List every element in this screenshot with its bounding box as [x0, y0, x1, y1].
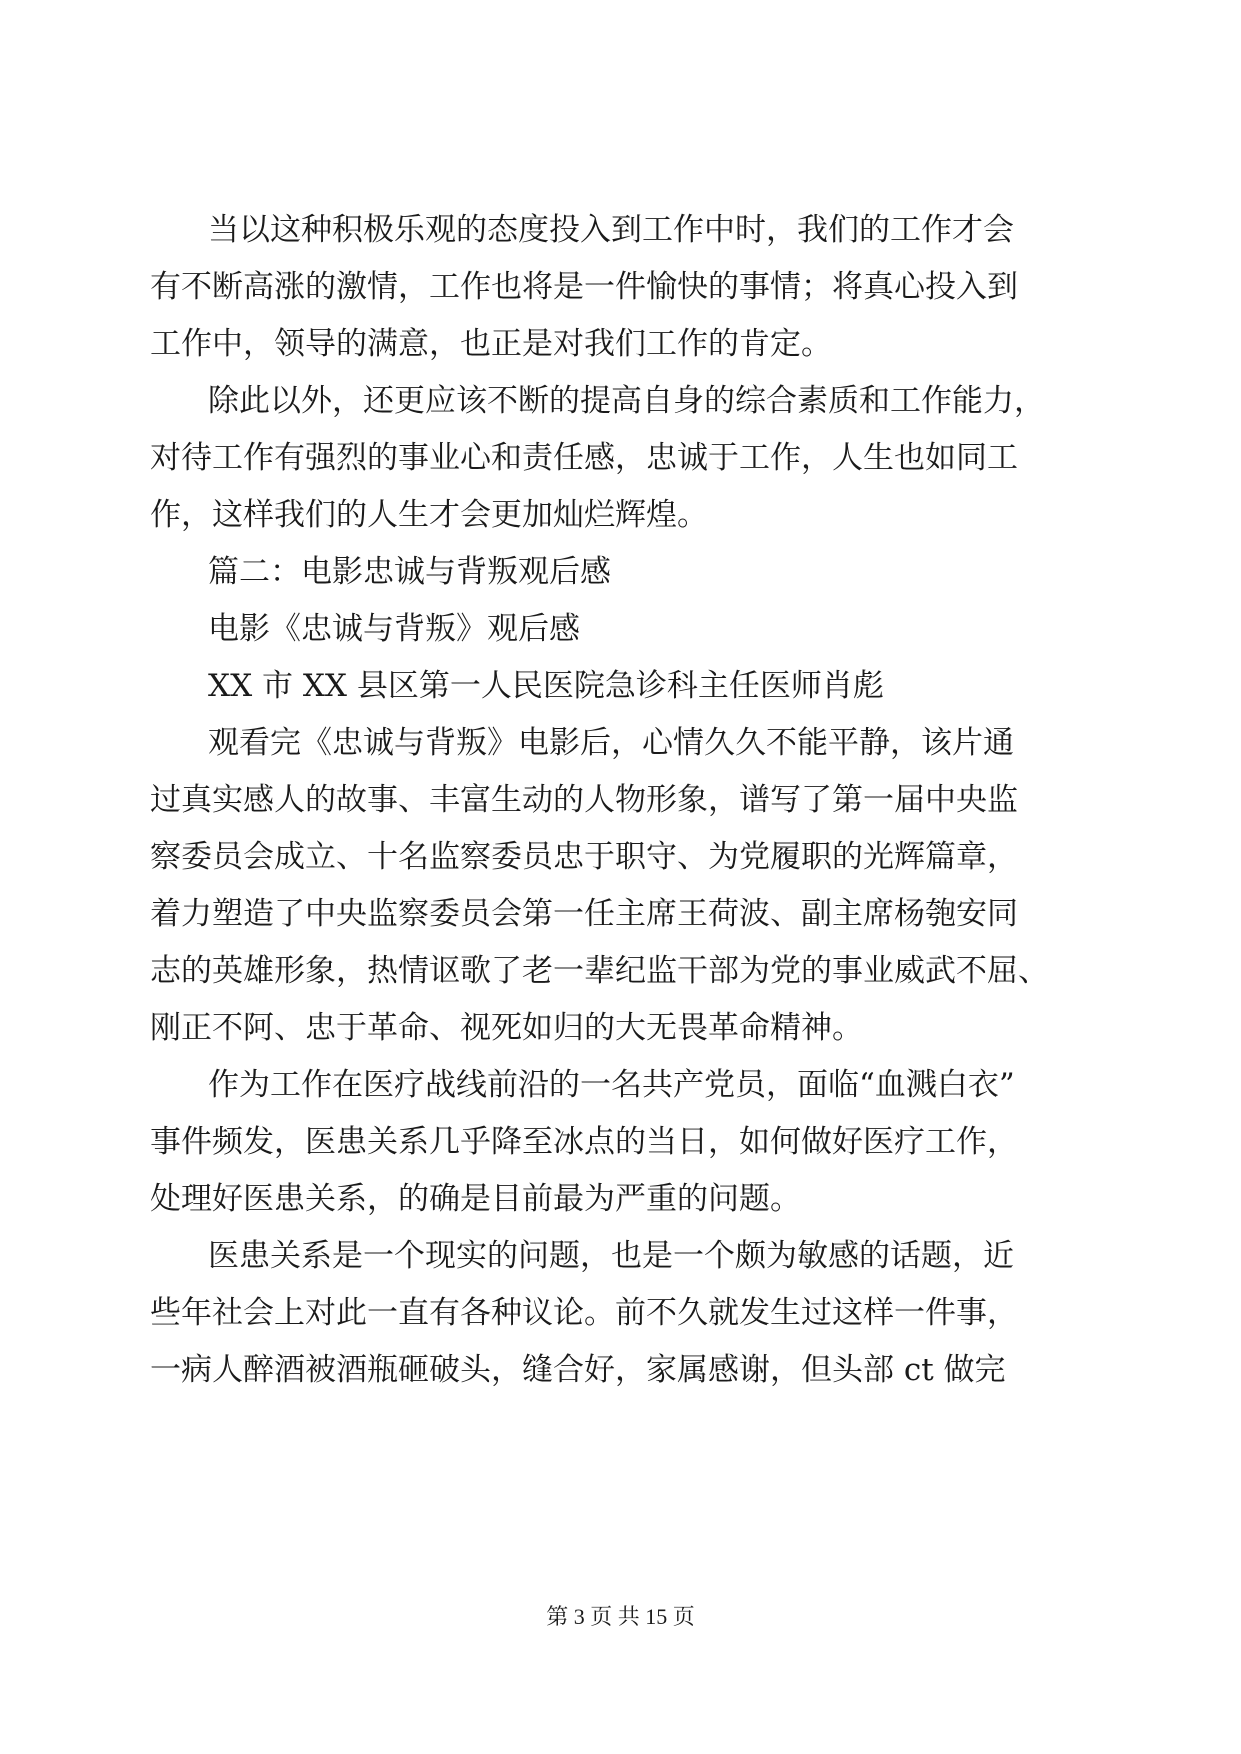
- line-text: 志的英雄形象，热情讴歌了老一辈纪监干部为党的事业威武不屈、: [150, 953, 1049, 989]
- text-line: [0, 1112, 1241, 1172]
- article-title: [0, 599, 1241, 659]
- text-line: [0, 941, 1241, 1001]
- line-text: XX 市 XX 县区第一人民医院急诊科主任医师肖彪: [208, 668, 884, 704]
- text-line: [0, 485, 1241, 545]
- line-text: 过真实感人的故事、丰富生动的人物形象，谱写了第一届中央监: [150, 782, 1018, 818]
- text-line: [0, 827, 1241, 887]
- line-text: 刚正不阿、忠于革命、视死如归的大无畏革命精神。: [150, 1010, 863, 1046]
- line-text: 察委员会成立、十名监察委员忠于职守、为党履职的光辉篇章，: [150, 839, 1018, 875]
- text-line: [0, 428, 1241, 488]
- text-line: [0, 257, 1241, 317]
- text-line: [0, 1169, 1241, 1229]
- line-text: 着力塑造了中央监察委员会第一任主席王荷波、副主席杨匏安同: [150, 896, 1018, 932]
- text-line: [0, 713, 1241, 773]
- line-text: 有不断高涨的激情，工作也将是一件愉快的事情；将真心投入到: [150, 269, 1018, 305]
- line-text: 事件频发，医患关系几乎降至冰点的当日，如何做好医疗工作，: [150, 1124, 1018, 1160]
- text-line: [0, 1226, 1241, 1286]
- author-line: [0, 656, 1241, 716]
- text-line: [0, 1340, 1241, 1400]
- text-line: [0, 1283, 1241, 1343]
- line-text: 篇二：电影忠诚与背叛观后感: [208, 554, 611, 590]
- line-text: 观看完《忠诚与背叛》电影后，心情久久不能平静，该片通: [208, 725, 1014, 761]
- line-text: 工作中，领导的满意，也正是对我们工作的肯定。: [150, 326, 832, 362]
- text-line: [0, 884, 1241, 944]
- line-text: 电影《忠诚与背叛》观后感: [208, 611, 580, 647]
- line-text: 一病人醉酒被酒瓶砸破头，缝合好，家属感谢，但头部 ct 做完: [150, 1352, 1006, 1388]
- line-text: 对待工作有强烈的事业心和责任感，忠诚于工作，人生也如同工: [150, 440, 1018, 476]
- page-number: 第 3 页 共 15 页: [546, 1604, 695, 1629]
- line-text: 些年社会上对此一直有各种议论。前不久就发生过这样一件事，: [150, 1295, 1018, 1331]
- line-text: 除此以外，还更应该不断的提高自身的综合素质和工作能力，: [208, 383, 1045, 419]
- section-heading: [0, 542, 1241, 602]
- line-text: 作为工作在医疗战线前沿的一名共产党员，面临“血溅白衣”: [208, 1067, 1015, 1103]
- text-line: [0, 1055, 1241, 1115]
- text-line: [0, 371, 1241, 431]
- line-text: 医患关系是一个现实的问题，也是一个颇为敏感的话题，近: [208, 1238, 1014, 1274]
- text-line: [0, 998, 1241, 1058]
- text-line: [0, 200, 1241, 260]
- line-text: 当以这种积极乐观的态度投入到工作中时，我们的工作才会: [208, 212, 1014, 248]
- line-text: 作，这样我们的人生才会更加灿烂辉煌。: [150, 497, 708, 533]
- line-text: 处理好医患关系，的确是目前最为严重的问题。: [150, 1181, 801, 1217]
- text-line: [0, 770, 1241, 830]
- text-line: [0, 314, 1241, 374]
